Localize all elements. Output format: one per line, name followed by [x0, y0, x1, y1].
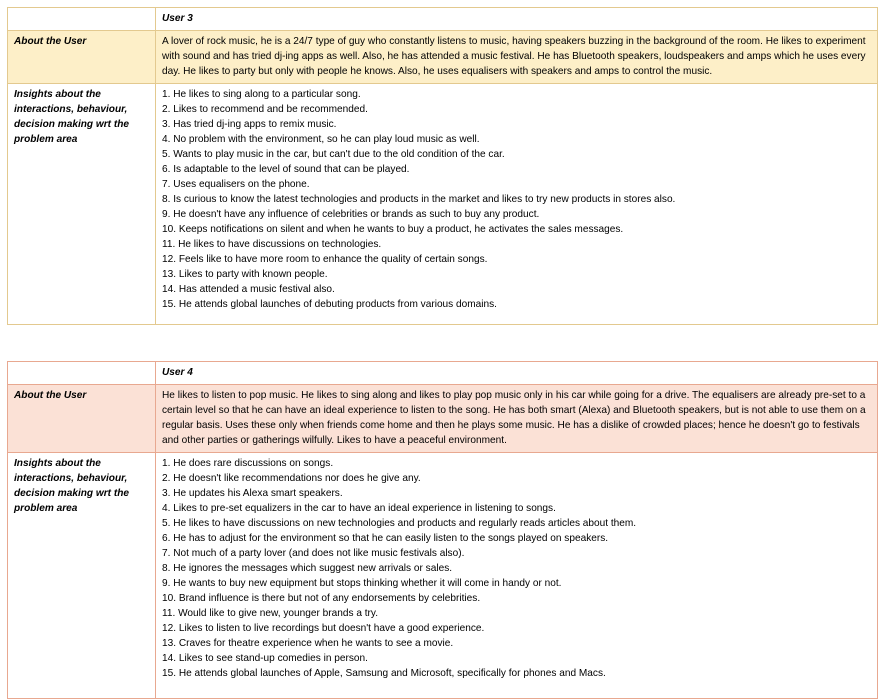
- insight-item: 4. Likes to pre-set equalizers in the car to have an ideal experience in listening to songs.: [162, 503, 556, 514]
- insight-item: 10. Brand influence is there but not of any endorsements by celebrities.: [162, 593, 481, 604]
- user-4-header: User 4: [156, 362, 878, 385]
- insight-item: 10. Keeps notifications on silent and when he wants to buy a product, he activates the sales messages.: [162, 224, 624, 235]
- header-spacer-cell: [8, 8, 156, 31]
- user-4-insights-row: [8, 453, 878, 699]
- insight-item: 11. Would like to give new, younger brands a try.: [162, 608, 379, 619]
- user-4-table: [7, 361, 878, 699]
- insight-item: 9. He doesn't have any influence of celebrities or brands as such to buy any product.: [162, 209, 540, 220]
- header-spacer-cell: [8, 362, 156, 385]
- insight-item: 13. Likes to party with known people.: [162, 269, 328, 280]
- insight-item: 12. Likes to listen to live recordings but doesn't have a good experience.: [162, 623, 485, 634]
- insight-item: 15. He attends global launches of debuting products from various domains.: [162, 299, 497, 310]
- user-3-header-row: [8, 8, 878, 31]
- insight-item: 9. He wants to buy new equipment but stops thinking whether it will come in handy or not.: [162, 578, 562, 589]
- insight-item: 11. He likes to have discussions on technologies.: [162, 239, 382, 250]
- insight-item: 14. Has attended a music festival also.: [162, 284, 335, 295]
- user-4-about-row: [8, 385, 878, 453]
- insight-item: 6. He has to adjust for the environment so that he can easily listen to the songs played on speakers.: [162, 533, 609, 544]
- insight-item: 13. Craves for theatre experience when he wants to see a movie.: [162, 638, 454, 649]
- user-3-insights-cell: [156, 84, 878, 325]
- user-3-insights-label: Insights about the interactions, behaviour, decision making wrt the problem area: [8, 84, 156, 325]
- insight-item: 12. Feels like to have more room to enhance the quality of certain songs.: [162, 254, 488, 265]
- insight-item: 5. Wants to play music in the car, but can't due to the old condition of the car.: [162, 149, 505, 160]
- user-4-insights-label: Insights about the interactions, behaviour, decision making wrt the problem area: [8, 453, 156, 699]
- user-4-insights-list: [162, 456, 871, 681]
- insight-item: 6. Is adaptable to the level of sound that can be played.: [162, 164, 410, 175]
- insight-item: 7. Uses equalisers on the phone.: [162, 179, 310, 190]
- user-4-header-row: [8, 362, 878, 385]
- insight-item: 2. Likes to recommend and be recommended.: [162, 104, 368, 115]
- user-3-insights-row: [8, 84, 878, 325]
- insight-item: 1. He does rare discussions on songs.: [162, 458, 334, 469]
- insight-item: 3. Has tried dj-ing apps to remix music.: [162, 119, 337, 130]
- insight-item: 8. He ignores the messages which suggest new arrivals or sales.: [162, 563, 453, 574]
- insight-item: 4. No problem with the environment, so he can play loud music as well.: [162, 134, 480, 145]
- user-3-about-text: A lover of rock music, he is a 24/7 type of guy who constantly listens to music, having speakers buzzing in the background of the room. He likes to experiment with sound and has tried dj-ing apps as well. Also, he has attended a music festival. He has Bluetooth speakers, loudspeakers and amps which he uses every day. He likes to party but only with people he knows. Also, he uses equalisers with speakers and amps to control the music.: [156, 31, 878, 84]
- user-4-about-label: About the User: [8, 385, 156, 453]
- insight-item: 1. He likes to sing along to a particular song.: [162, 89, 361, 100]
- user-3-insights-list: [162, 87, 871, 312]
- user-3-header: User 3: [156, 8, 878, 31]
- insight-item: 8. Is curious to know the latest technologies and products in the market and likes to try new products in stores also.: [162, 194, 676, 205]
- user-4-insights-cell: [156, 453, 878, 699]
- insight-item: 7. Not much of a party lover (and does not like music festivals also).: [162, 548, 465, 559]
- insight-item: 5. He likes to have discussions on new technologies and products and regularly reads articles about them.: [162, 518, 637, 529]
- user-4-about-text: He likes to listen to pop music. He likes to sing along and likes to play pop music only in his car while going for a drive. The equalisers are already pre-set to a certain level so that he can have an ideal experience to listen to the song. He has both smart (Alexa) and Bluetooth speakers, but is not able to use them on a regular basis. Uses these only when friends come home and then he plays some music. He has a dislike of crowded places; hence he doesn't go to festivals and other parties or gatherings wilfully. Likes to have a peaceful environment.: [156, 385, 878, 453]
- user-3-table: [7, 7, 878, 325]
- insight-item: 15. He attends global launches of Apple, Samsung and Microsoft, specifically for phones and Macs.: [162, 668, 606, 679]
- insight-item: 3. He updates his Alexa smart speakers.: [162, 488, 343, 499]
- user-3-about-row: [8, 31, 878, 84]
- insight-item: 2. He doesn't like recommendations nor does he give any.: [162, 473, 421, 484]
- user-3-about-label: About the User: [8, 31, 156, 84]
- insight-item: 14. Likes to see stand-up comedies in person.: [162, 653, 368, 664]
